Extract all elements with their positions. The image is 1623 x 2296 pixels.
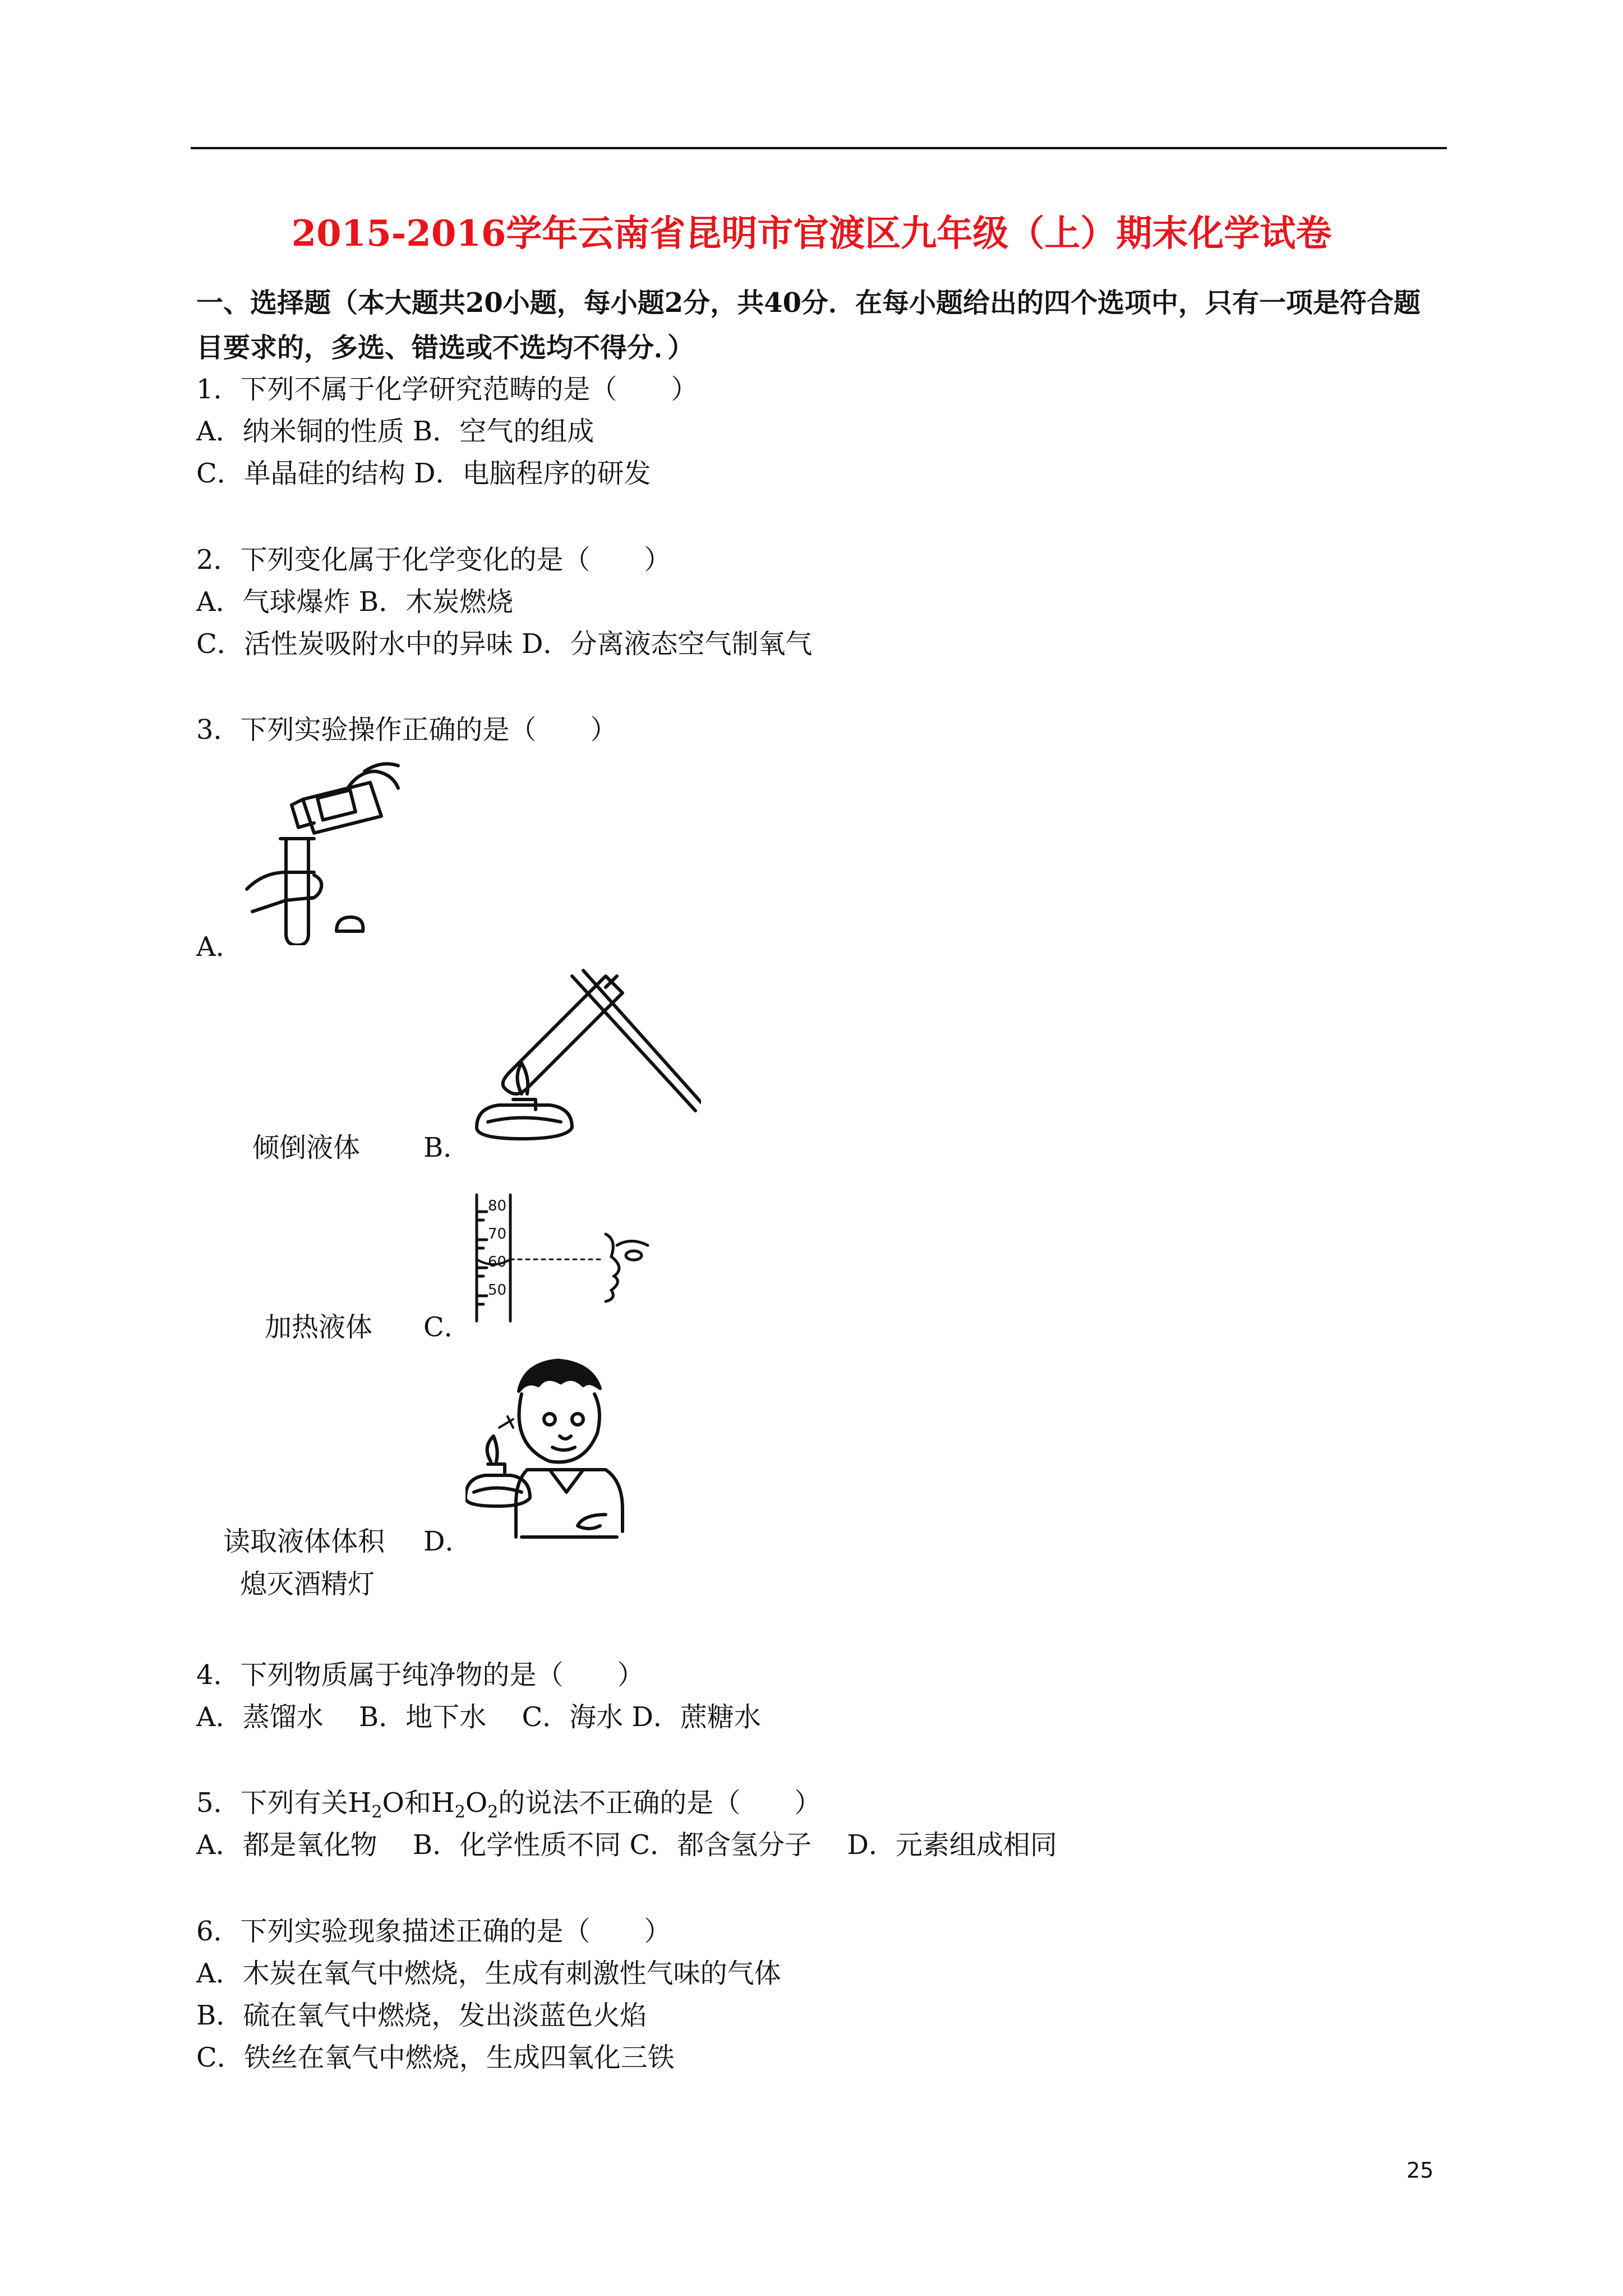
page-number: 25 — [1407, 2158, 1434, 2183]
q3-option-d-caption: 熄灭酒精灯 — [240, 1568, 375, 1600]
q3-option-a-letter: A． — [196, 931, 243, 963]
q3-option-b-caption: 加热液体 — [265, 1312, 373, 1343]
q3-option-c-letter: C． — [423, 1312, 471, 1343]
q1-options-cd: C．单晶硅的结构 D．电脑程序的研发 — [196, 458, 651, 489]
q5-and: 和 — [404, 1787, 431, 1819]
q3-option-a-caption: 倾倒液体 — [252, 1132, 361, 1163]
section-heading: 一、选择题（本大题共20小题，每小题2分，共40分．在每小题给出的四个选项中，只有一项是符合题目要求的，多选、错选或不选均不得分．） — [196, 287, 1421, 364]
q6-option-a: A．木炭在氧气中燃烧，生成有刺激性气味的气体 — [196, 1958, 781, 1989]
q6-option-c: C．铁丝在氧气中燃烧，生成四氧化三铁 — [196, 2042, 675, 2073]
q1-options-ab: A．纳米铜的性质 B．空气的组成 — [196, 416, 594, 447]
figure-pouring-liquid — [236, 754, 415, 945]
q1-stem: 1．下列不属于化学研究范畴的是（ ） — [196, 374, 698, 405]
q5-stem-prefix: 5．下列有关 — [196, 1787, 348, 1819]
q3-option-b-letter: B． — [423, 1132, 471, 1163]
q6-stem: 6．下列实验现象描述正确的是（ ） — [196, 1916, 671, 1947]
header-rule — [191, 147, 1447, 149]
q4-stem: 4．下列物质属于纯净物的是（ ） — [196, 1659, 644, 1691]
formula-h2o: $H_2O$ — [348, 1787, 404, 1822]
cylinder-tick-60: 60 — [488, 1254, 507, 1271]
figure-reading-volume — [471, 1189, 662, 1324]
q2-options-cd: C．活性炭吸附水中的异味 D．分离液态空气制氧气 — [196, 628, 813, 660]
figure-extinguishing-lamp — [465, 1358, 656, 1548]
q2-options-ab: A．气球爆炸 B．木炭燃烧 — [196, 586, 514, 618]
figure-heating-liquid — [465, 959, 701, 1144]
cylinder-tick-50: 50 — [488, 1282, 507, 1299]
q6-option-b: B．硫在氧气中燃烧，发出淡蓝色火焰 — [196, 2000, 647, 2031]
q3-stem: 3．下列实验操作正确的是（ ） — [196, 714, 617, 746]
q5-options: A．都是氧化物 B．化学性质不同 C．都含氢分子 D．元素组成相同 — [196, 1829, 1057, 1861]
cylinder-tick-80: 80 — [488, 1198, 507, 1214]
q4-options: A．蒸馏水 B．地下水 C．海水 D．蔗糖水 — [196, 1701, 761, 1733]
q3-option-c-caption: 读取液体体积 — [223, 1526, 385, 1557]
cylinder-tick-70: 70 — [488, 1226, 507, 1243]
q5-stem-suffix: 的说法不正确的是（ ） — [498, 1787, 822, 1819]
exam-title: 2015-2016学年云南省昆明市官渡区九年级（上）期末化学试卷 — [291, 213, 1332, 255]
q3-option-d-letter: D． — [423, 1526, 472, 1557]
q2-stem: 2．下列变化属于化学变化的是（ ） — [196, 544, 671, 576]
formula-h2o2: $H_2O_2$ — [431, 1787, 499, 1822]
